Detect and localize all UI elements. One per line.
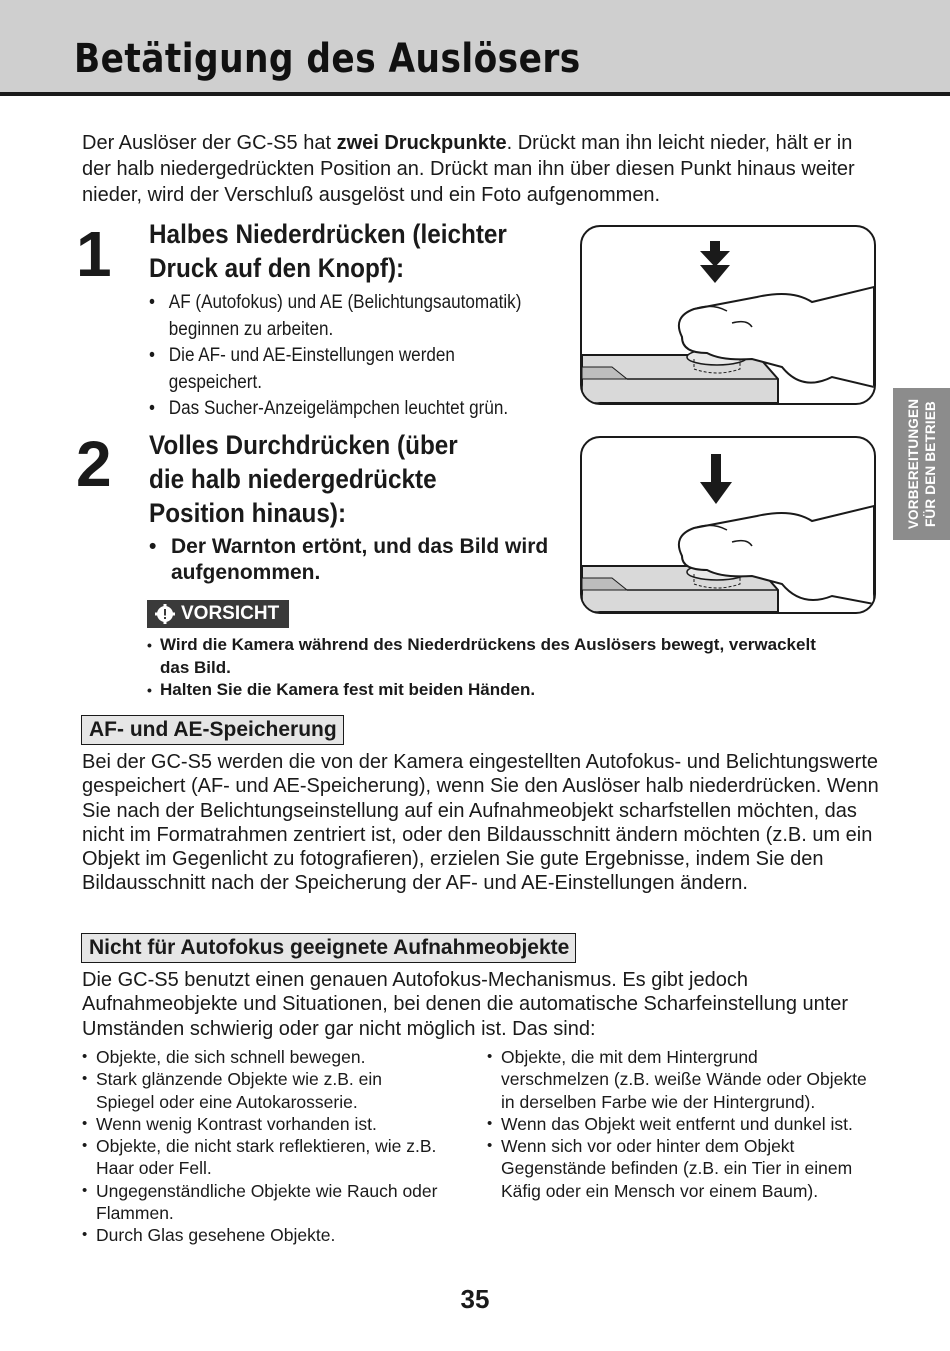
full-press-arrow-icon [700, 454, 732, 504]
page-title: Betätigung des Auslösers [74, 36, 581, 82]
warning-gear-icon [155, 604, 175, 624]
intro-text-2: . Drückt man ihn leicht nieder, hält er in der halb niedergedrückten Position an. Drückt man ihn über diesen Punkt hinaus weiter nieder, wird der Verschluß ausgelöst und ein Foto aufgenommen. [82, 132, 855, 206]
intro-bold: zwei Druckpunkte [336, 132, 507, 154]
list-item: • Stark glänzende Objekte wie z.B. ein Spiegel oder eine Autokarosserie. [82, 1068, 442, 1113]
list-item: • Objekte, die nicht stark reflektieren, wie z.B. Haar oder Fell. [82, 1135, 442, 1180]
step-1-title [149, 217, 527, 285]
step-1-bullet: • Das Sucher-Anzeigelämpchen leuchtet grün. [149, 396, 527, 423]
step-2-number: 2 [76, 428, 112, 500]
list-item: • Ungegenständliche Objekte wie Rauch oder Flammen. [82, 1180, 442, 1225]
step-2-bullets [149, 534, 549, 586]
list-item: • Wenn sich vor oder hinter dem Objekt Gegenstände befinden (z.B. ein Tier in einem Käfig oder ein Mensch vor einem Baum). [487, 1135, 867, 1202]
list-item: • Objekte, die sich schnell bewegen. [82, 1046, 442, 1068]
step-1-number: 1 [76, 218, 112, 290]
half-press-arrow-icon [700, 241, 730, 283]
not-suitable-list-right [487, 1046, 867, 1202]
not-suitable-heading: Nicht für Autofokus geeignete Aufnahmeobjekte [81, 933, 576, 963]
caution-item: • Halten Sie die Kamera fest mit beiden Händen. [147, 679, 827, 702]
page-number: 35 [460, 1284, 490, 1314]
step-1-bullets [149, 290, 527, 423]
list-item: • Wenn wenig Kontrast vorhanden ist. [82, 1113, 442, 1135]
caution-label-text: VORSICHT [181, 603, 280, 624]
caution-label [147, 600, 289, 628]
section-side-tab [893, 388, 950, 540]
step-1-title-line-2: Druck auf den Knopf): [149, 253, 405, 283]
step-2-title-line-1: Volles Durchdrücken (über [149, 430, 458, 460]
side-tab-text [905, 399, 939, 529]
full-press-illustration [580, 436, 876, 614]
list-item: • Objekte, die mit dem Hintergrund verschmelzen (z.B. weiße Wände oder Objekte in derselben Farbe wie der Hintergrund). [487, 1046, 867, 1113]
side-tab-line-2: FÜR DEN BETRIEB [922, 401, 938, 528]
step-1-bullet: • Die AF- und AE-Einstellungen werden gespeichert. [149, 343, 527, 396]
step-2-title [149, 428, 527, 530]
step-2-title-line-3: Position hinaus): [149, 498, 347, 528]
list-item: • Durch Glas gesehene Objekte. [82, 1224, 442, 1246]
step-2-bullet: • Der Warnton ertönt, und das Bild wird aufgenommen. [149, 534, 549, 586]
full-press-drawing [582, 438, 874, 612]
step-1-title-line-1: Halbes Niederdrücken (leichter [149, 219, 507, 249]
intro-paragraph [82, 130, 882, 208]
not-suitable-text: Die GC-S5 benutzt einen genauen Autofokus-Mechanismus. Es gibt jedoch Aufnahmeobjekte und Situationen, bei denen die automatische Scharfeinstellung unter Umständen schwierig oder gar nicht möglich ist. Das sind: [82, 969, 849, 1040]
not-suitable-list-left [82, 1046, 442, 1247]
caution-item: • Wird die Kamera während des Niederdrückens des Auslösers bewegt, verwackelt das Bild. [147, 634, 827, 679]
af-ae-heading: AF- und AE-Speicherung [81, 715, 344, 745]
list-item: • Wenn das Objekt weit entfernt und dunkel ist. [487, 1113, 867, 1135]
half-press-illustration [580, 225, 876, 405]
intro-text-1: Der Auslöser der GC-S5 hat [82, 132, 337, 154]
half-press-drawing [582, 227, 874, 403]
side-tab-line-1: VORBEREITUNGEN [905, 398, 921, 530]
caution-list [147, 634, 827, 702]
step-2-title-line-2: die halb niedergedrückte [149, 464, 437, 494]
af-ae-text: Bei der GC-S5 werden die von der Kamera eingestellten Autofokus- und Belichtungswerte gespeichert (AF- und AE-Speicherung), wenn Sie den Auslöser halb niederdrücken. Wenn Sie nach der Belichtungseinstellung auf ein Aufnahmeobjekt scharfstellen möchten, das nicht im Formatrahmen zentriert ist, oder den Bildausschnitt ändern möchten (z.B. um ein Objekt im Gegenlicht zu fotografieren), erzielen Sie gute Ergebnisse, indem Sie den Bildausschnitt nach der Speicherung der AF- und AE-Einstellungen ändern. [82, 751, 879, 895]
step-1-bullet: • AF (Autofokus) und AE (Belichtungsautomatik) beginnen zu arbeiten. [149, 290, 527, 343]
page-header [0, 0, 950, 96]
